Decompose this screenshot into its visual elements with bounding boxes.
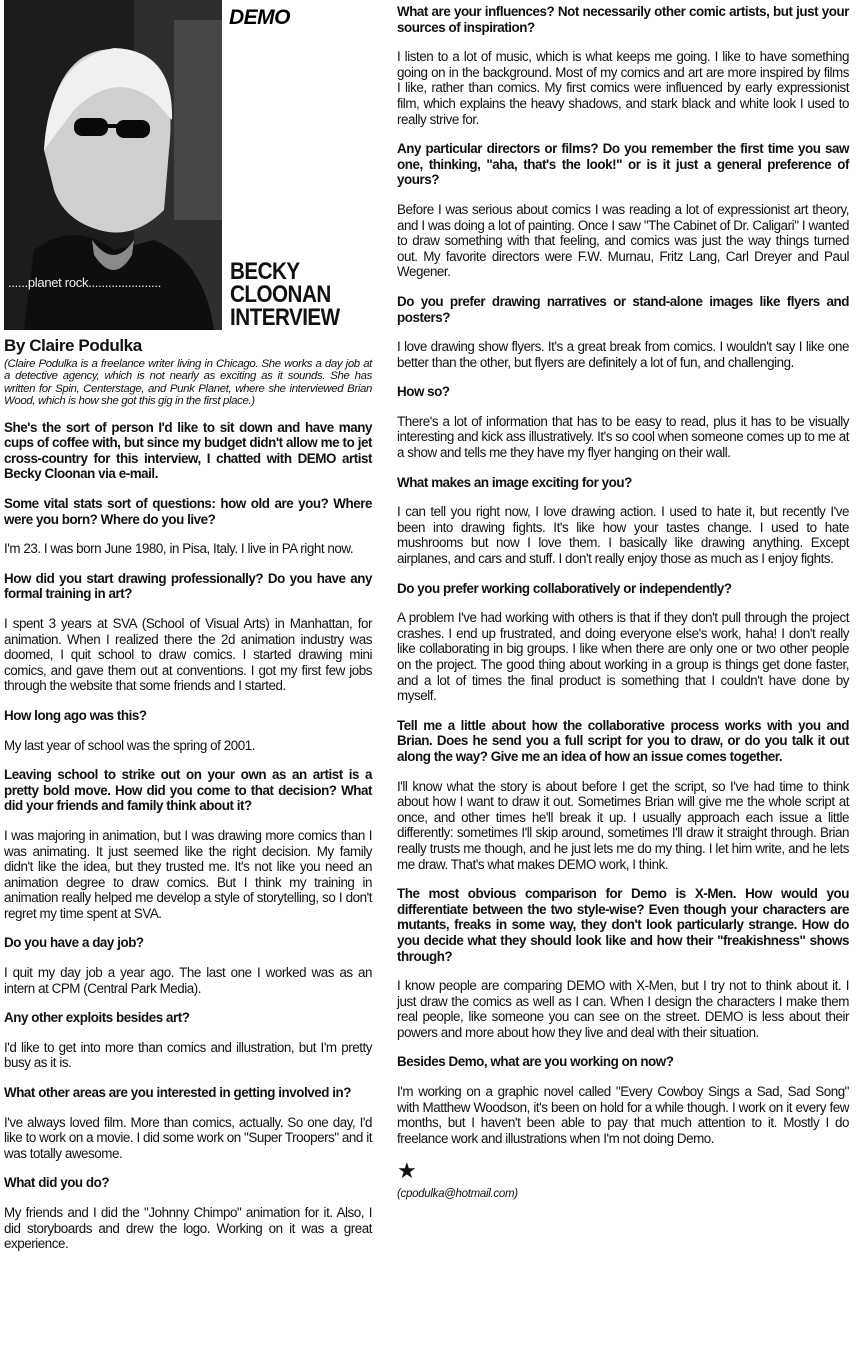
interview-answer: I'm working on a graphic novel called "Every Cowboy Sings a Sad, Sad Song" with Matthew Woodson, it's been on hold for a while though. I work on it every few months, but I haven't been able to pay that much attention to it. Mostly I do freelance work and illustrations when I'm not doing Demo.: [397, 1084, 849, 1146]
interview-question: How long ago was this?: [4, 707, 147, 723]
interview-answer: There's a lot of information that has to be easy to read, plus it has to be visually interesting and kick ass illustratively. It's so cool when someone comes up to me at a show and tells me they have my flyer hanging on their wall.: [397, 413, 850, 461]
interview-answer: I'll know what the story is about before I get the script, so I've had time to think about how I want to draw it out. Sometimes Brian will give me the whole script at once, and other times he'll break it up. I usually approach each issue a little differently: sometimes I'll skip around, sometimes I'll draw it straight through. Brian really trusts me though, and he just lets me do my thing. I let him write, and he lets me draw. That's what makes DEMO work, I think.: [397, 778, 849, 872]
star-icon: ★: [397, 1158, 417, 1184]
interview-question: Do you prefer working collaboratively or independently?: [397, 580, 732, 596]
interview-question: What are your influences? Not necessarily other comic artists, but just your sources of inspiration?: [397, 4, 849, 35]
right-column: [397, 4, 849, 1200]
interview-question: What did you do?: [4, 1175, 110, 1191]
photo-caption: ......planet rock......................: [8, 275, 162, 290]
interview-question: Besides Demo, what are you working on now?: [397, 1054, 674, 1070]
interview-answer: My last year of school was the spring of 2001.: [4, 737, 255, 753]
interview-question: Do you have a day job?: [4, 935, 144, 951]
interview-answer: I can tell you right now, I love drawing action. I used to hate it, but recently I've been into drawing fights. It's like how your tastes change. I used to hate mushrooms but now I love them. I basically like drawing anything. Except airplanes, and cars and stuff. I don't really enjoy those as much as I enjoy fights.: [397, 504, 849, 567]
interview-answer: Before I was serious about comics I was reading a lot of expressionist art theory, and I was doing a lot of painting. Once I saw "The Cabinet of Dr. Caligari" I wanted to draw something with that feeling, and comics was just the way things turned out. My favorite directors were F.W. Murnau, Fritz Lang, Carl Dreyer and Paul Wegener.: [397, 201, 849, 280]
title-line: CLOONAN: [230, 281, 331, 308]
interview-question: Leaving school to strike out on your own as an artist is a pretty bold move. How did you come to that decision? What did your friends and family think about it?: [4, 767, 372, 814]
interview-question: Some vital stats sort of questions: how old are you? Where were you born? Where do you live?: [4, 496, 372, 527]
title-line: BECKY: [230, 258, 300, 285]
interview-answer: My friends and I did the "Johnny Chimpo" animation for it. Also, I did storyboards and drew the logo. Working on it was a great experience.: [4, 1205, 372, 1252]
interview-answer: I listen to a lot of music, which is what keeps me going. I like to have something going on in the background. Most of my comics and art are more inspired by films I like, rather than comics. My first comics were influenced by early expressionist film, which explains the heavy shadows, and stark black and white look I used to really strive for.: [397, 49, 849, 127]
contact-email: (cpodulka@hotmail.com): [397, 1188, 518, 1201]
interview-answer: I'm 23. I was born June 1980, in Pisa, Italy. I live in PA right now.: [4, 541, 354, 557]
interview-title: [230, 260, 350, 329]
interview-answer: I know people are comparing DEMO with X-Men, but I try not to think about it. I just draw the comics as well as I can. When I design the characters I make them real people, like someone you can see on the street. DEMO is less about their powers and more about how they live and deal with their situation.: [397, 978, 849, 1040]
interview-answer: I quit my day job a year ago. The last one I worked was as an intern at CPM (Central Park Media).: [4, 965, 372, 996]
interview-answer: I was majoring in animation, but I was drawing more comics than I was animating. It just seemed like the right decision. My family didn't like the idea, but they trusted me. It's not like you need an animation degree to draw comics. But I think my training in animation really helped me develop a style of storytelling, so I don't regret my time spent at SVA.: [4, 827, 372, 921]
demo-logo: DEMO: [229, 6, 290, 29]
interview-question: Do you prefer drawing narratives or stand-alone images like flyers and posters?: [397, 293, 849, 325]
author-bio: (Claire Podulka is a freelance writer living in Chicago. She works a day job at a detective agency, which is not nearly as exciting as it sounds. She has written for Spin, Centerstage, and Punk Planet, where she interviewed Brian Wood, which is how she got this gig in the first place.): [4, 358, 372, 408]
interview-answer: I've always loved film. More than comics, actually. So one day, I'd like to work on a movie. I did some work on "Super Troopers" and it was totally awesome.: [4, 1114, 372, 1161]
right-article-body: [397, 4, 849, 1146]
interview-question: How so?: [397, 384, 450, 400]
left-article-body: [4, 420, 372, 1252]
interview-question: Tell me a little about how the collaborative process works with you and Brian. Does he send you a full script for you to draw, or do you talk it out along the way? Give me an idea of how an issue comes together.: [397, 717, 849, 764]
interview-question: What makes an image exciting for you?: [397, 474, 632, 490]
article-header: [4, 0, 372, 355]
interview-question: She's the sort of person I'd like to sit down and have many cups of coffee with, but since my budget didn't allow me to jet cross-country for this interview, I chatted with DEMO artist Becky Cloonan via e-mail.: [4, 419, 372, 482]
interview-question: Any particular directors or films? Do you remember the first time you saw one, thinking, "aha, that's the look!" or is it just a general preference of yours?: [397, 141, 849, 188]
left-column: [4, 0, 372, 1266]
title-line: INTERVIEW: [230, 304, 340, 331]
interview-question: What other areas are you interested in getting involved in?: [4, 1085, 351, 1101]
interview-answer: I'd like to get into more than comics and illustration, but I'm pretty busy as it is.: [4, 1039, 372, 1071]
interview-question: Any other exploits besides art?: [4, 1010, 190, 1026]
interview-question: How did you start drawing professionally? Do you have any formal training in art?: [4, 570, 372, 602]
interview-question: The most obvious comparison for Demo is X-Men. How would you differentiate between the two style-wise? Even though your characters are mutants, freaks in some way, they don't look particularly strange. How do you decide what they should look like and how their "freakishness" shows through?: [397, 886, 849, 964]
interview-answer: I love drawing show flyers. It's a great break from comics. I wouldn't say I like one better than the other, but flyers are definitely a lot of fun, and challenging.: [397, 339, 849, 370]
artist-photo: [4, 0, 222, 330]
interview-answer: A problem I've had working with others is that if they don't pull through the project crashes. I end up frustrated, and doing everyone else's work, haha! I don't really like collaborating in big groups. I like when there are only one or two other people on the project. The good thing about working in a group is things get done faster, and a lot of times the final product is something that I couldn't have done by myself.: [397, 610, 849, 704]
author-byline: By Claire Podulka: [4, 336, 142, 355]
interview-answer: I spent 3 years at SVA (School of Visual Arts) in Manhattan, for animation. When I realized there the 2d animation industry was doomed, I quit school to draw comics. I started drawing mini comics, and gave them out at conventions. I got my first few jobs through the website that some friends and I started.: [4, 615, 372, 694]
